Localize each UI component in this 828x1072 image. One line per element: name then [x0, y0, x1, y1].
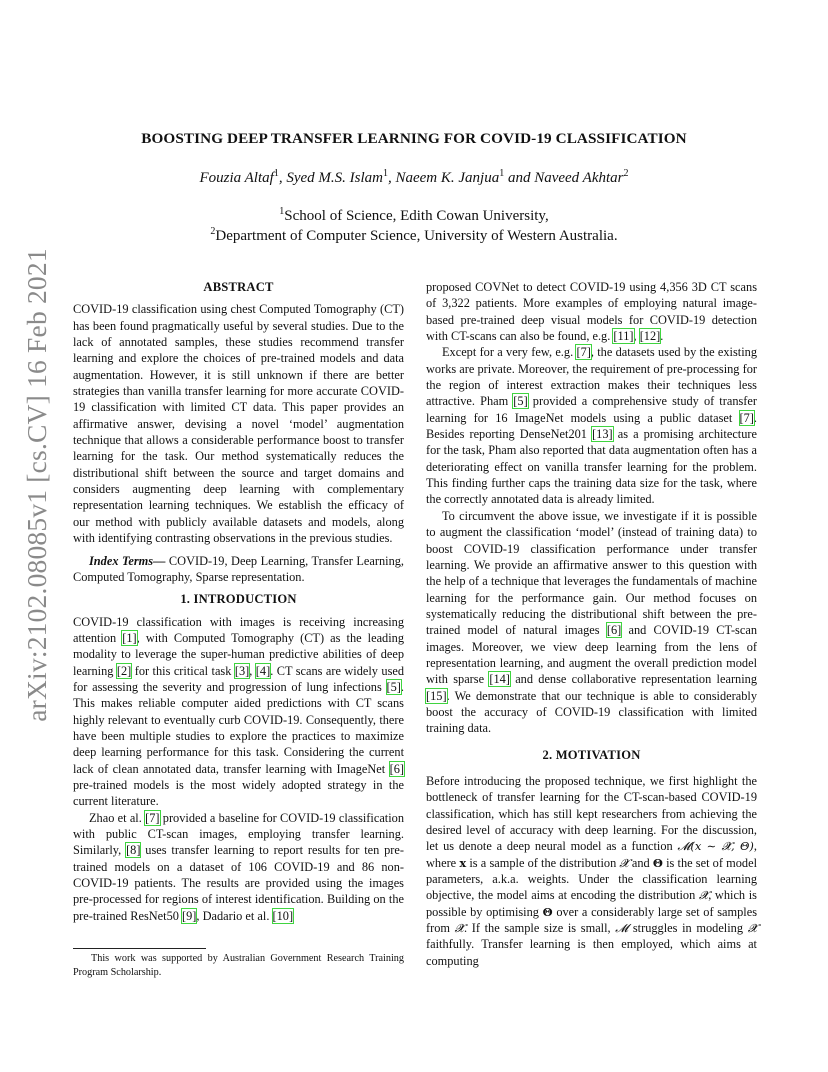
affiliation-number: 1 [279, 206, 285, 217]
citation-link[interactable]: [3] [234, 663, 250, 678]
author-affiliation-mark: 2 [623, 168, 629, 179]
text-run: for this critical task [131, 663, 235, 678]
affiliation-2 [0, 226, 828, 245]
citation-link[interactable]: [2] [116, 663, 132, 678]
text-run: is the set of model parameters, a.k.a. weights. Under the classification learning objective, the model aims at encoding the distribution [426, 855, 757, 903]
introduction-heading: 1. INTRODUCTION [180, 592, 297, 607]
citation-link[interactable]: [1] [122, 630, 137, 645]
author-name: Fouzia Altaf [199, 170, 274, 186]
text-run: provided a baseline for COVID-19 classification with public CT-scan images, employing transfer learning. Similarly, [73, 810, 404, 858]
math-inline: 𝓜(x ∼ 𝓧, Θ) [677, 839, 754, 854]
text-run: faithfully. Transfer learning is then employed, which aims at computing [426, 937, 757, 968]
text-run: Before introducing the proposed technique, we first highlight the bottleneck of transfer learning for the CT-scan-based COVID-19 classification, which has still kept researchers from achieving the desired level of accuracy with deep learning. For the discussion, let us denote a deep neural model as a function [426, 773, 757, 854]
citation-link[interactable]: [10] [272, 908, 294, 923]
text-run: . CT scans are widely used for assessing the severity and progression of lung infections [73, 663, 405, 694]
math-inline: 𝓧 [698, 888, 709, 903]
citation-link[interactable]: [9] [182, 908, 197, 923]
math-inline: Θ [652, 855, 663, 870]
text-run: . [660, 329, 664, 344]
footnote-text: This work was supported by Australian Government Research Training Program Scholarship. [73, 953, 404, 978]
math-inline: 𝓧 [454, 921, 464, 936]
motivation-paragraph [426, 773, 757, 969]
citation-link[interactable]: [7] [739, 410, 754, 425]
motivation-heading: 2. MOTIVATION [542, 747, 641, 762]
text-run: provided a comprehensive study of transfer learning for 16 ImageNet models using a public dataset [426, 394, 757, 425]
affiliation-text: Department of Computer Science, University of Western Australia. [215, 228, 618, 244]
text-run: . Besides reporting DenseNet201 [426, 410, 757, 442]
text-run: Except for a very few, e.g. [442, 345, 577, 360]
author-name: Naveed Akhtar [534, 170, 624, 186]
text-run: uses transfer learning to report results for ten pre-trained models on a dataset of 106 COVID-19 and 86 non-COVID-19 patients. The results are provided using the images pre-processed for regions of interest identification. Building on the pre-trained ResNet50 [73, 843, 404, 923]
author-affiliation-mark: 1 [382, 168, 388, 179]
text-run: , Dadario et al. [196, 908, 273, 923]
citation-link[interactable]: [6] [606, 623, 622, 638]
arxiv-stamp-text: arXiv:2102.08085v1 [cs.CV] 16 Feb 2021 [21, 248, 52, 722]
citation-link[interactable]: [11] [613, 329, 634, 344]
affiliation-number: 2 [210, 226, 216, 237]
citation-link[interactable]: [14] [489, 672, 510, 687]
paper-title: BOOSTING DEEP TRANSFER LEARNING FOR COVID-19 CLASSIFICATION [141, 130, 687, 147]
text-run: , with Computed Tomography (CT) as the leading modality to leverage the super-human predictive abilities of deep learning [73, 630, 404, 678]
abstract-text: COVID-19 classification using chest Computed Tomography (CT) has been found pragmatically useful by several studies. Due to the lack of annotated samples, these studies recommend transfer learning and explore the choices of pre-trained models and data augmentation. However, it is still unknown if there are better strategies than vanilla transfer learning for more accurate COVID-19 classification with limited CT data. This paper provides an affirmative answer, devising a novel ‘model’ augmentation technique that allows a considerable performance boost to transfer learning for the task. Our method systematically reduces the distributional shift between the source and target domains and considers augmenting deep learning with complementary representation learning techniques. We establish the efficacy of our method with publicly available datasets and models, along with identifying contrasting observations in the previous studies. [73, 302, 404, 546]
affiliation-1 [0, 206, 828, 225]
author-separator: , [278, 170, 287, 186]
text-run: is a sample of the distribution [466, 855, 620, 870]
citation-link[interactable]: [6] [389, 761, 404, 776]
text-run: over a considerably large set of samples from [426, 904, 758, 936]
author-affiliation-mark: 1 [273, 168, 279, 179]
right-column [426, 279, 757, 969]
author-name: Naeem K. Janjua [395, 170, 500, 186]
intro-paragraph-2-continued [426, 279, 757, 344]
intro-paragraph-3 [426, 344, 757, 507]
text-run: pre-trained models is the most widely adopted strategy in the current literature. [73, 777, 404, 809]
text-run: proposed COVNet to detect COVID-19 using 4,356 3D CT scans of 3,322 patients. More examples of employing natural image-based pre-trained deep visual models for COVID-19 detection with CT-scans can also be found, e.g. [426, 280, 757, 344]
author-name: Syed M.S. Islam [286, 170, 383, 186]
math-inline: 𝓧 [747, 921, 757, 936]
text-run: and COVID-19 CT-scan images. Moreover, we view deep learning from the lens of representation learning, and augment the overall prediction model with sparse [426, 623, 757, 687]
citation-link[interactable]: [15] [426, 688, 447, 703]
citation-link[interactable]: [8] [126, 843, 141, 858]
text-run: as a promising architecture for the task, Pham also reported that data augmentation often has a deteriorating effect on vanilla transfer learning for the problem. This finding further caps the training data size for the task, where the correctly annotated data is already limited. [426, 427, 758, 507]
author-separator: , [387, 170, 396, 186]
footnote-rule [73, 948, 206, 949]
text-run: . If the sample size is small, [463, 921, 616, 936]
author-separator: and [504, 170, 535, 186]
affiliation-text: School of Science, Edith Cowan University, [284, 208, 549, 224]
text-run: , where [426, 839, 757, 870]
text-run: . This makes reliable computer aided predictions with CT scans highly relevant to eventually curb COVID-19. Consequently, there have been multiple studies to explore the practices to maximize deep learning performance for this task. Considering the current lack of clean annotated data, transfer learning with ImageNet [73, 679, 404, 776]
citation-link[interactable]: [4] [255, 663, 271, 678]
citation-link[interactable]: [5] [386, 679, 401, 694]
intro-paragraph-2 [73, 810, 404, 924]
intro-paragraph-4 [426, 508, 757, 737]
index-terms-text: COVID-19, Deep Learning, Transfer Learning, Computed Tomography, Sparse representation. [73, 553, 405, 584]
citation-link[interactable]: [7] [145, 810, 160, 825]
text-run: To circumvent the above issue, we investigate if it is possible to augment the classification ‘model’ (instead of training data) to boost COVID-19 classification performance under transfer learning. We provide an affirmative answer to this question with the help of a technique that leverages the fundamentals of machine learning for the performance gain. Our method focuses on systematically reducing the distributional shift between the pre-trained model of natural images [426, 508, 757, 638]
citation-link[interactable]: [12] [639, 329, 661, 344]
text-run: , [249, 663, 256, 678]
arxiv-stamp [17, 248, 57, 722]
author-list [0, 168, 828, 187]
text-run: . We demonstrate that our technique is able to considerably boost the accuracy of COVID-19 classification with limited training data. [426, 688, 757, 736]
citation-link[interactable]: [7] [576, 345, 591, 360]
index-terms-label: Index Terms— [89, 553, 166, 568]
footnote [73, 952, 404, 979]
text-run: struggles in modeling [628, 921, 748, 936]
intro-paragraph-1 [73, 614, 404, 810]
text-run: , which is possible by optimising [426, 888, 757, 919]
author-affiliation-mark: 1 [499, 168, 505, 179]
math-inline: 𝓧 [619, 855, 629, 870]
left-column [73, 279, 404, 924]
index-terms [73, 553, 404, 586]
math-inline: Θ [542, 904, 553, 919]
text-run: and [628, 855, 653, 870]
text-run: Zhao et al. [89, 810, 146, 825]
citation-link[interactable]: [5] [513, 394, 528, 409]
text-run: , [633, 329, 640, 344]
math-inline: 𝓜 [615, 921, 629, 936]
abstract-heading: ABSTRACT [203, 280, 274, 294]
math-inline: x [459, 855, 467, 870]
text-run: and dense collaborative representation learning [509, 672, 757, 687]
text-run: , the datasets used by the existing works are private. Moreover, the requirement of pre-processing for the region of interest extraction makes their techniques less attractive. Pham [426, 345, 757, 409]
citation-link[interactable]: [13] [592, 427, 613, 442]
text-run: COVID-19 classification with images is receiving increasing attention [73, 614, 404, 645]
